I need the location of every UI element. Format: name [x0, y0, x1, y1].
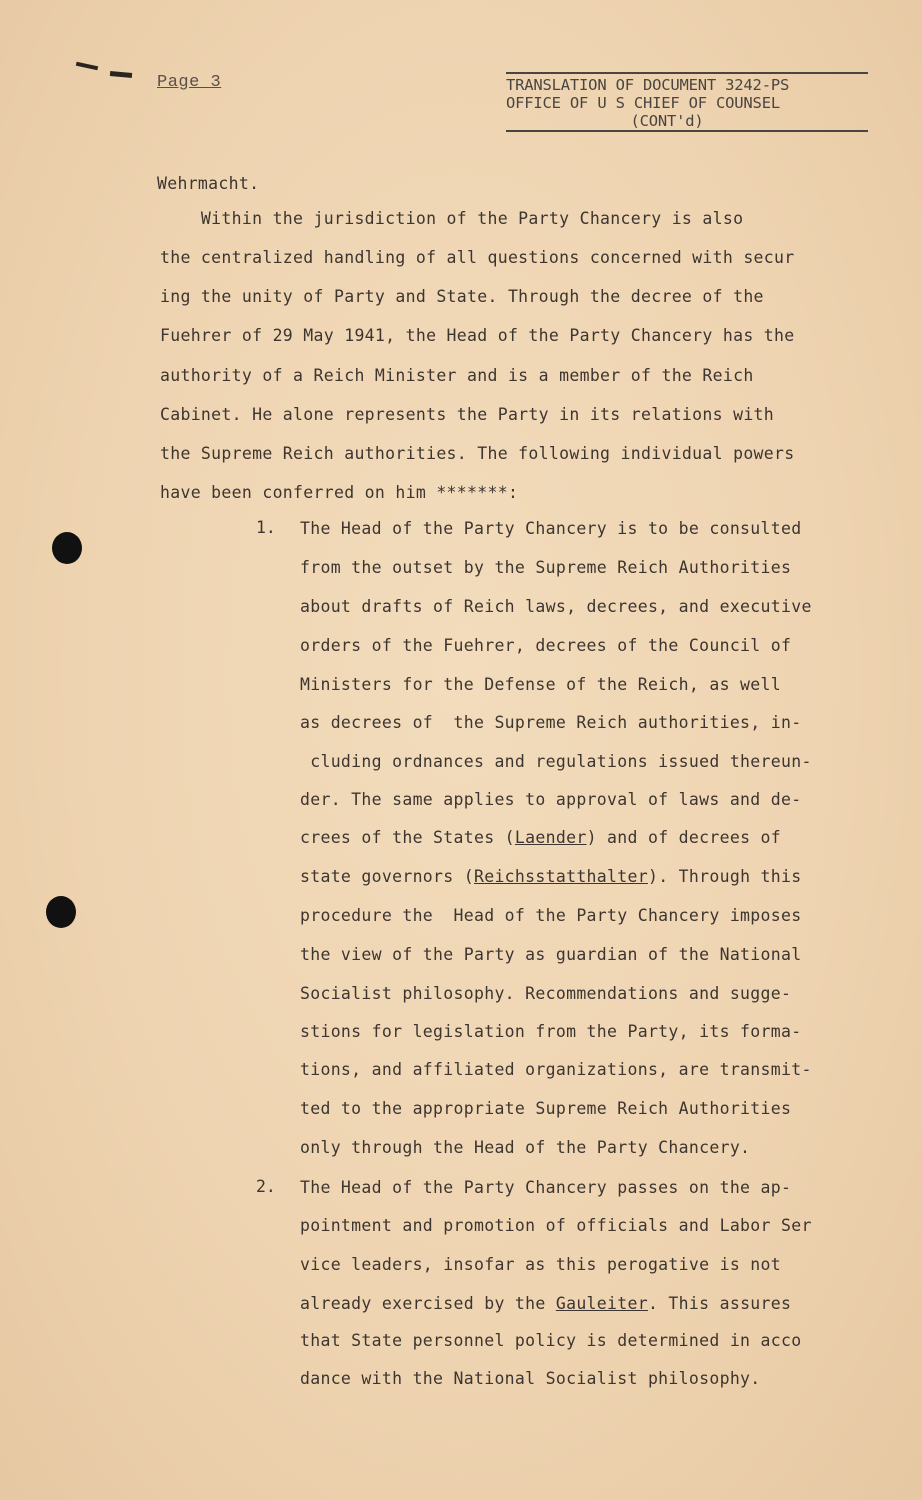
item-line: cluding ordnances and regulations issued thereun- — [300, 752, 812, 771]
item-line: from the outset by the Supreme Reich Authorities — [300, 558, 792, 577]
paragraph-line: authority of a Reich Minister and is a member of the Reich — [160, 366, 754, 385]
item-line: stions for legislation from the Party, its forma- — [300, 1022, 802, 1041]
item-line: only through the Head of the Party Chancery. — [300, 1138, 751, 1157]
underlined-laender: Laender — [514, 828, 587, 847]
item-line: procedure the Head of the Party Chancery imposes — [300, 906, 802, 925]
item-line: the view of the Party as guardian of the National — [300, 945, 802, 964]
item-line: that State personnel policy is determined in acco — [300, 1331, 802, 1350]
header-continued-line: (CONT'd) — [506, 112, 868, 132]
header-translation-line: TRANSLATION OF DOCUMENT 3242-PS — [506, 72, 868, 94]
item-line: orders of the Fuehrer, decrees of the Council of — [300, 636, 792, 655]
paragraph-line: the centralized handling of all questions concerned with secur — [160, 248, 795, 267]
underlined-reichsstatthalter: Reichsstatthalter — [473, 867, 648, 886]
ink-mark-left — [76, 62, 98, 70]
item-line: The Head of the Party Chancery is to be consulted — [300, 519, 802, 538]
item-2-number: 2. — [256, 1177, 276, 1196]
paragraph-line: Cabinet. He alone represents the Party in its relations with — [160, 405, 775, 424]
document-header — [506, 72, 868, 132]
paragraph-line: ing the unity of Party and State. Through the decree of the — [160, 287, 764, 306]
item-line: about drafts of Reich laws, decrees, and executive — [300, 597, 812, 616]
paragraph-line: have been conferred on him *******: — [160, 483, 519, 502]
punch-hole-top — [52, 532, 82, 564]
item-line: as decrees of the Supreme Reich authorities, in- — [300, 713, 802, 732]
item-line: vice leaders, insofar as this perogative is not — [300, 1255, 781, 1274]
page-number-label: Page 3 — [157, 73, 222, 92]
item-line: der. The same applies to approval of laws and de- — [300, 790, 802, 809]
paragraph-line: Fuehrer of 29 May 1941, the Head of the Party Chancery has the — [160, 326, 795, 345]
item-line-laender: crees of the States (Laender) and of decrees of — [300, 828, 782, 847]
item-line: The Head of the Party Chancery passes on the ap- — [300, 1178, 792, 1197]
paragraph-line: the Supreme Reich authorities. The following individual powers — [160, 444, 795, 463]
item-line: tions, and affiliated organizations, are transmit- — [300, 1060, 812, 1079]
header-office-line: OFFICE OF U S CHIEF OF COUNSEL — [506, 94, 780, 112]
paragraph-line: Within the jurisdiction of the Party Chancery is also — [160, 209, 744, 228]
punch-hole-bottom — [46, 896, 76, 928]
item-1-number: 1. — [256, 518, 276, 537]
item-line: Socialist philosophy. Recommendations and sugge- — [300, 984, 792, 1003]
opening-word: Wehrmacht. — [157, 174, 260, 193]
item-line: Ministers for the Defense of the Reich, as well — [300, 675, 781, 694]
item-line: dance with the National Socialist philosophy. — [300, 1369, 761, 1388]
item-line-gauleiter: already exercised by the Gauleiter. This assures — [300, 1294, 792, 1313]
item-line: pointment and promotion of officials and Labor Ser — [300, 1216, 812, 1235]
underlined-gauleiter: Gauleiter — [555, 1294, 648, 1313]
ink-mark-right — [110, 71, 132, 78]
item-line: ted to the appropriate Supreme Reich Authorities — [300, 1099, 792, 1118]
item-line-reichsstatthalter: state governors (Reichsstatthalter). Through this — [300, 867, 802, 886]
